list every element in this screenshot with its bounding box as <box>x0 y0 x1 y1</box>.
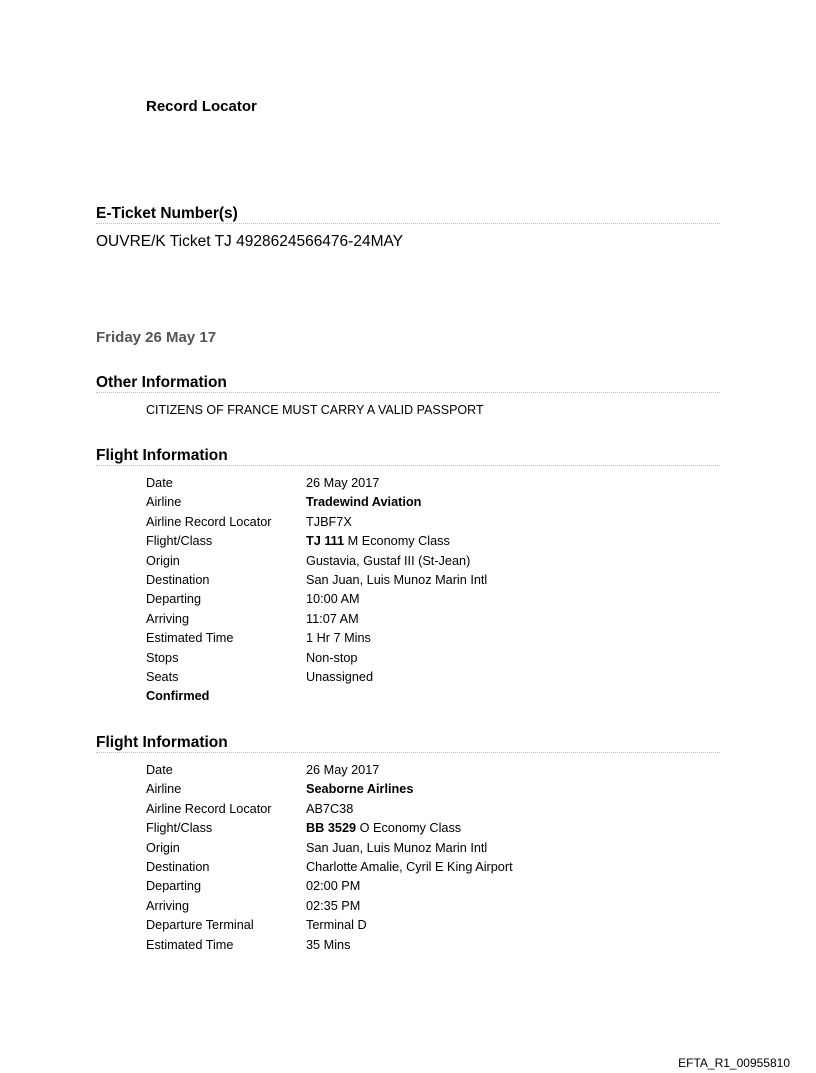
class-name: M Economy Class <box>347 534 450 549</box>
flight-2-title: Flight Information <box>96 734 228 751</box>
row-label: Stops <box>146 650 179 665</box>
flight-2-arriving-row <box>146 897 706 916</box>
flight-2-date-row <box>146 761 706 780</box>
flight-1-seats-row <box>146 668 706 687</box>
flight-1-estimated-time-row <box>146 629 706 648</box>
booking-status: Confirmed <box>146 689 210 704</box>
flight-1-title: Flight Information <box>96 447 228 464</box>
row-value: Charlotte Amalie, Cyril E King Airport <box>306 859 513 874</box>
row-value: AB7C38 <box>306 801 354 816</box>
class-name: O Economy Class <box>359 821 462 836</box>
row-label: Destination <box>146 572 210 587</box>
flight-1-divider <box>96 465 720 466</box>
flight-1-date-row <box>146 474 706 493</box>
row-value: 35 Mins <box>306 937 351 952</box>
row-label: Airline Record Locator <box>146 801 272 816</box>
travel-date-heading: Friday 26 May 17 <box>96 329 217 346</box>
flight-number: TJ 111 <box>306 534 345 549</box>
flight-1-arriving-row <box>146 610 706 629</box>
eticket-section-title: E-Ticket Number(s) <box>96 205 238 222</box>
record-locator-label: Record Locator <box>146 98 257 115</box>
flight-2-details <box>146 761 706 955</box>
flight-1-origin-row <box>146 552 706 571</box>
row-value: San Juan, Luis Munoz Marin Intl <box>306 572 488 587</box>
flight-2-departure-terminal-row <box>146 916 706 935</box>
flight-2-origin-row <box>146 839 706 858</box>
row-value: 10:00 AM <box>306 592 360 607</box>
row-value: Unassigned <box>306 669 374 684</box>
row-label: Estimated Time <box>146 937 234 952</box>
passport-notice: CITIZENS OF FRANCE MUST CARRY A VALID PASSPORT <box>146 403 484 417</box>
row-label: Airline <box>146 495 182 510</box>
row-label: Destination <box>146 859 210 874</box>
row-label: Origin <box>146 553 180 568</box>
flight-2-departing-row <box>146 877 706 896</box>
flight-1-details <box>146 474 706 707</box>
row-value: 11:07 AM <box>306 611 359 626</box>
flight-1-departing-row <box>146 590 706 609</box>
row-label: Airline Record Locator <box>146 514 272 529</box>
row-label: Departing <box>146 592 202 607</box>
flight-number: BB 3529 <box>306 821 357 836</box>
row-value: San Juan, Luis Munoz Marin Intl <box>306 840 488 855</box>
row-value: Non-stop <box>306 650 358 665</box>
flight-2-record-locator-row <box>146 800 706 819</box>
row-label: Origin <box>146 840 180 855</box>
row-label: Departing <box>146 879 202 894</box>
flight-class-value <box>306 532 450 551</box>
row-value: 26 May 2017 <box>306 476 380 490</box>
row-value: 02:00 PM <box>306 879 361 894</box>
row-value: 26 May 2017 <box>306 763 380 777</box>
row-label: Arriving <box>146 611 190 626</box>
flight-2-flight-class-row <box>146 819 706 838</box>
row-value: Terminal D <box>306 918 367 933</box>
row-value: 1 Hr 7 Mins <box>306 631 371 646</box>
flight-1-airline-row <box>146 493 706 512</box>
eticket-divider <box>96 223 720 224</box>
flight-1-stops-row <box>146 649 706 668</box>
other-info-divider <box>96 392 720 393</box>
flight-class-value <box>306 819 461 838</box>
row-label: Airline <box>146 782 182 797</box>
row-label: Flight/Class <box>146 821 213 836</box>
flight-1-flight-class-row <box>146 532 706 551</box>
airline-name: Tradewind Aviation <box>306 495 422 510</box>
flight-2-airline-row <box>146 780 706 799</box>
document-id-footer: EFTA_R1_00955810 <box>678 1056 790 1070</box>
row-value: Gustavia, Gustaf III (St-Jean) <box>306 553 471 568</box>
row-label: Arriving <box>146 898 190 913</box>
flight-1-destination-row <box>146 571 706 590</box>
flight-2-divider <box>96 752 720 753</box>
row-label: Seats <box>146 669 179 684</box>
other-info-title: Other Information <box>96 374 227 391</box>
flight-2-estimated-time-row <box>146 936 706 955</box>
row-label: Departure Terminal <box>146 918 254 933</box>
row-label: Estimated Time <box>146 631 234 646</box>
airline-name: Seaborne Airlines <box>306 782 414 797</box>
row-label: Date <box>146 763 173 777</box>
row-value: 02:35 PM <box>306 898 361 913</box>
flight-2-destination-row <box>146 858 706 877</box>
row-label: Flight/Class <box>146 534 213 549</box>
flight-1-record-locator-row <box>146 513 706 532</box>
eticket-number-line: OUVRE/K Ticket TJ 4928624566476-24MAY <box>96 233 404 250</box>
row-value: TJBF7X <box>306 514 352 529</box>
row-label: Date <box>146 476 173 490</box>
